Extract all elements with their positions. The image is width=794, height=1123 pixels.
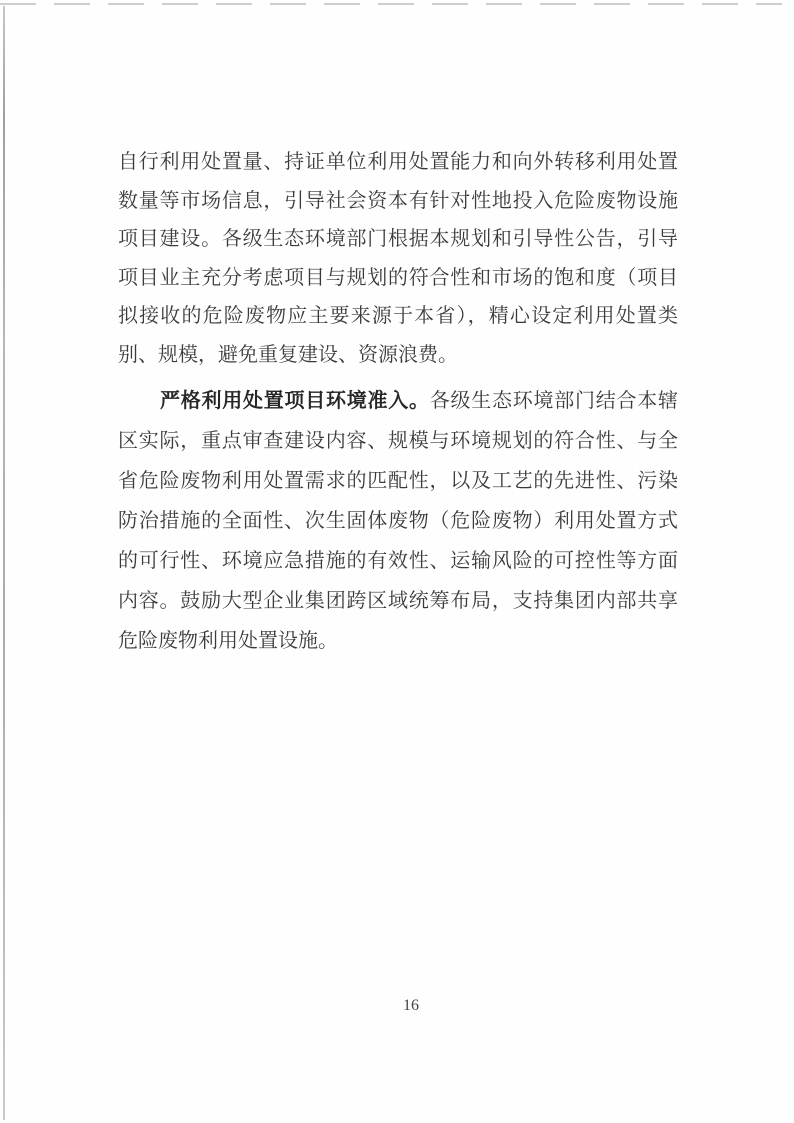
paragraph-1 [118, 143, 678, 374]
body-line: 别、规模，避免重复建设、资源浪费。 [118, 343, 458, 366]
body-line: 防治措施的全面性、次生固体废物（危险废物）利用处置方式 [118, 510, 678, 532]
body-line [118, 381, 678, 421]
paragraph-lead-heading: 严格利用处置项目环境准入。 [160, 390, 430, 412]
body-line: 危险废物利用处置设施。 [118, 630, 338, 652]
body-line: 省危险废物利用处置需求的匹配性，以及工艺的先进性、污染 [118, 470, 678, 492]
body-line: 自行利用处置量、持证单位利用处置能力和向外转移利用处置 [118, 151, 678, 173]
body-text [118, 143, 678, 661]
scan-artifact-top-edge [0, 3, 782, 5]
paragraph-2 [118, 381, 678, 661]
body-line: 的可行性、环境应急措施的有效性、运输风险的可控性等方面 [118, 550, 678, 572]
body-line: 内容。鼓励大型企业集团跨区域统筹布局，支持集团内部共享 [118, 590, 678, 612]
body-line-text: 各级生态环境部门结合本辖 [429, 390, 678, 412]
body-line: 区实际，重点审查建设内容、规模与环境规划的符合性、与全 [118, 430, 678, 452]
page-number: 16 [403, 997, 419, 1014]
body-line: 拟接收的危险废物应主要来源于本省），精心设定利用处置类 [118, 305, 678, 327]
body-line: 数量等市场信息，引导社会资本有针对性地投入危险废物设施 [118, 189, 678, 212]
body-line: 项目建设。各级生态环境部门根据本规划和引导性公告，引导 [118, 228, 678, 250]
body-line: 项目业主充分考虑项目与规划的符合性和市场的饱和度（项目 [118, 266, 678, 289]
scan-artifact-left-edge [3, 6, 5, 1120]
